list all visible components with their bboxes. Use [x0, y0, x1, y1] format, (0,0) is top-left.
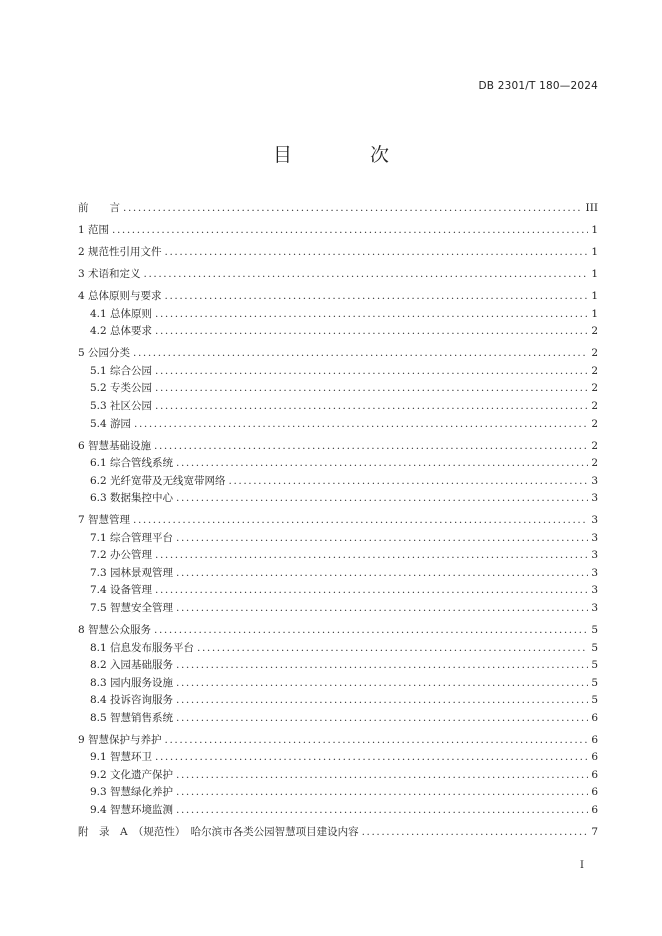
toc-entry-label: 7.3 园林景观管理: [90, 566, 174, 579]
toc-entry-page: 1: [591, 307, 598, 320]
toc-entry-page: 7: [591, 826, 598, 839]
toc-entry[interactable]: [78, 802, 598, 820]
toc-entry-label: 3 术语和定义: [78, 268, 141, 281]
toc-entry[interactable]: [78, 416, 598, 434]
toc-leader-dots: [176, 767, 588, 785]
toc-entry-page: III: [585, 202, 598, 214]
toc-leader-dots: [155, 749, 588, 767]
toc-entry-label: 7.1 综合管理平台: [90, 531, 174, 544]
toc-entry-label: 2 规范性引用文件: [78, 246, 162, 259]
toc-entry-label: 7.4 设备管理: [90, 584, 153, 597]
toc-leader-dots: [154, 622, 588, 640]
toc-entry[interactable]: [78, 244, 598, 262]
toc-entry-page: 3: [591, 601, 598, 614]
toc-entry-label: 前 言: [78, 202, 120, 214]
toc-entry-label: 8.2 入园基础服务: [90, 659, 174, 672]
toc-entry-page: 5: [591, 641, 598, 654]
toc-entry-label: 9.1 智慧环卫: [90, 751, 153, 764]
toc-entry-page: 6: [591, 768, 598, 781]
toc-entry-label: 附 录 A （规范性） 哈尔滨市各类公园智慧项目建设内容: [78, 826, 359, 839]
toc-entry-label: 6 智慧基础设施: [78, 439, 152, 452]
toc-entry-label: 8.3 园内服务设施: [90, 676, 174, 689]
toc-entry-page: 3: [591, 584, 598, 597]
toc-leader-dots: [176, 600, 588, 618]
toc-leader-dots: [155, 398, 588, 416]
toc-entry-page: 2: [591, 325, 598, 338]
toc-leader-dots: [229, 473, 589, 491]
toc-entry-label: 7 智慧管理: [78, 514, 131, 527]
toc-entry-label: 4.2 总体要求: [90, 325, 153, 338]
toc-entry-label: 1 范围: [78, 224, 110, 237]
toc-entry-label: 7.2 办公管理: [90, 549, 153, 562]
toc-entry[interactable]: [78, 306, 598, 324]
toc-entry[interactable]: [78, 200, 598, 218]
toc-entry-label: 7.5 智慧安全管理: [90, 601, 174, 614]
toc-entry-page: 1: [591, 268, 598, 281]
toc-entry-page: 3: [591, 549, 598, 562]
toc-entry[interactable]: [78, 582, 598, 600]
toc-entry-page: 6: [591, 751, 598, 764]
toc-entry-label: 5.2 专类公园: [90, 382, 153, 395]
toc-title: 目 次: [272, 144, 426, 166]
toc-entry-label: 8.1 信息发布服务平台: [90, 641, 195, 654]
toc-entry[interactable]: [78, 600, 598, 618]
toc-entry-page: 6: [591, 786, 598, 799]
toc-entry-label: 4 总体原则与要求: [78, 290, 162, 303]
toc-entry-page: 2: [591, 417, 598, 430]
toc-leader-dots: [133, 512, 588, 530]
toc-entry-page: 5: [591, 659, 598, 672]
toc-leader-dots: [176, 710, 588, 728]
toc-entry-page: 2: [591, 347, 598, 360]
toc-entry-page: 2: [591, 457, 598, 470]
toc-entry-label: 8 智慧公众服务: [78, 624, 152, 637]
toc-entry-page: 3: [591, 514, 598, 527]
toc-entry-label: 5.3 社区公园: [90, 399, 153, 412]
toc-leader-dots: [123, 200, 583, 218]
toc-entry[interactable]: [78, 512, 598, 530]
toc-entry[interactable]: [78, 266, 598, 284]
toc-leader-dots: [155, 306, 588, 324]
toc-entry[interactable]: [78, 345, 598, 363]
toc-entry-page: 2: [591, 439, 598, 452]
toc-entry[interactable]: [78, 749, 598, 767]
toc-leader-dots: [144, 266, 589, 284]
toc-leader-dots: [133, 345, 588, 363]
toc-leader-dots: [176, 802, 588, 820]
toc-entry-page: 3: [591, 566, 598, 579]
toc-entry[interactable]: [78, 547, 598, 565]
toc-leader-dots: [176, 692, 588, 710]
document-code: DB 2301/T 180—2024: [478, 80, 598, 92]
toc-leader-dots: [155, 547, 588, 565]
toc-entry-label: 5.1 综合公园: [90, 364, 153, 377]
toc-entry[interactable]: [78, 455, 598, 473]
toc-entry-label: 6.1 综合管线系统: [90, 457, 174, 470]
toc-entry[interactable]: [78, 222, 598, 240]
toc-entry[interactable]: [78, 692, 598, 710]
toc-leader-dots: [176, 657, 588, 675]
toc-entry-label: 9.3 智慧绿化养护: [90, 786, 174, 799]
toc-leader-dots: [112, 222, 588, 240]
page-number: I: [580, 860, 584, 871]
toc-leader-dots: [176, 784, 588, 802]
toc-entry-page: 5: [591, 694, 598, 707]
toc-leader-dots: [155, 323, 588, 341]
toc-entry-page: 6: [591, 711, 598, 724]
toc-leader-dots: [362, 824, 589, 842]
toc-entry[interactable]: [78, 490, 598, 508]
toc-entry-label: 5.4 游园: [90, 417, 132, 430]
toc-leader-dots: [165, 244, 589, 262]
toc-entry[interactable]: [78, 288, 598, 306]
toc-leader-dots: [155, 380, 588, 398]
toc-entry-label: 9.4 智慧环境监测: [90, 804, 174, 816]
toc-leader-dots: [176, 490, 588, 508]
toc-entry[interactable]: [78, 565, 598, 583]
toc-entry[interactable]: [78, 380, 598, 398]
table-of-contents: [78, 200, 598, 842]
toc-entry-label: 8.4 投诉咨询服务: [90, 694, 174, 707]
toc-entry[interactable]: [78, 710, 598, 728]
toc-entry-page: 1: [591, 224, 598, 237]
toc-leader-dots: [155, 582, 588, 600]
toc-entry[interactable]: [78, 824, 598, 842]
toc-entry-label: 4.1 总体原则: [90, 307, 153, 320]
toc-entry[interactable]: [78, 622, 598, 640]
toc-entry-label: 6.3 数据集控中心: [90, 492, 174, 505]
toc-entry[interactable]: [78, 438, 598, 456]
toc-entry[interactable]: [78, 473, 598, 491]
toc-entry-page: 2: [591, 399, 598, 412]
toc-entry-page: 2: [591, 364, 598, 377]
toc-entry[interactable]: [78, 732, 598, 750]
toc-entry-label: 9 智慧保护与养护: [78, 733, 162, 746]
toc-leader-dots: [165, 288, 589, 306]
toc-entry-label: 9.2 文化遗产保护: [90, 768, 174, 781]
toc-entry[interactable]: [78, 530, 598, 548]
toc-entry[interactable]: [78, 784, 598, 802]
toc-entry-page: 1: [591, 290, 598, 303]
toc-entry[interactable]: [78, 675, 598, 693]
toc-entry-page: 6: [591, 733, 598, 746]
toc-entry-page: 6: [591, 804, 598, 816]
toc-entry[interactable]: [78, 657, 598, 675]
toc-entry-page: 5: [591, 676, 598, 689]
toc-entry[interactable]: [78, 323, 598, 341]
toc-entry[interactable]: [78, 640, 598, 658]
toc-leader-dots: [165, 732, 589, 750]
toc-entry-label: 6.2 光纤宽带及无线宽带网络: [90, 474, 226, 487]
toc-entry-label: 5 公园分类: [78, 347, 131, 360]
toc-leader-dots: [176, 675, 588, 693]
toc-entry[interactable]: [78, 363, 598, 381]
toc-entry-page: 3: [591, 531, 598, 544]
toc-entry-label: 8.5 智慧销售系统: [90, 711, 174, 724]
toc-entry-page: 3: [591, 492, 598, 505]
toc-entry-page: 1: [591, 246, 598, 259]
toc-leader-dots: [176, 455, 588, 473]
toc-leader-dots: [155, 363, 588, 381]
toc-entry-page: 3: [591, 474, 598, 487]
toc-entry-page: 2: [591, 382, 598, 395]
toc-leader-dots: [134, 416, 588, 434]
toc-leader-dots: [176, 565, 588, 583]
toc-leader-dots: [154, 438, 588, 456]
toc-entry-page: 5: [591, 624, 598, 637]
toc-leader-dots: [176, 530, 588, 548]
toc-leader-dots: [197, 640, 588, 658]
toc-entry[interactable]: [78, 767, 598, 785]
toc-entry[interactable]: [78, 398, 598, 416]
